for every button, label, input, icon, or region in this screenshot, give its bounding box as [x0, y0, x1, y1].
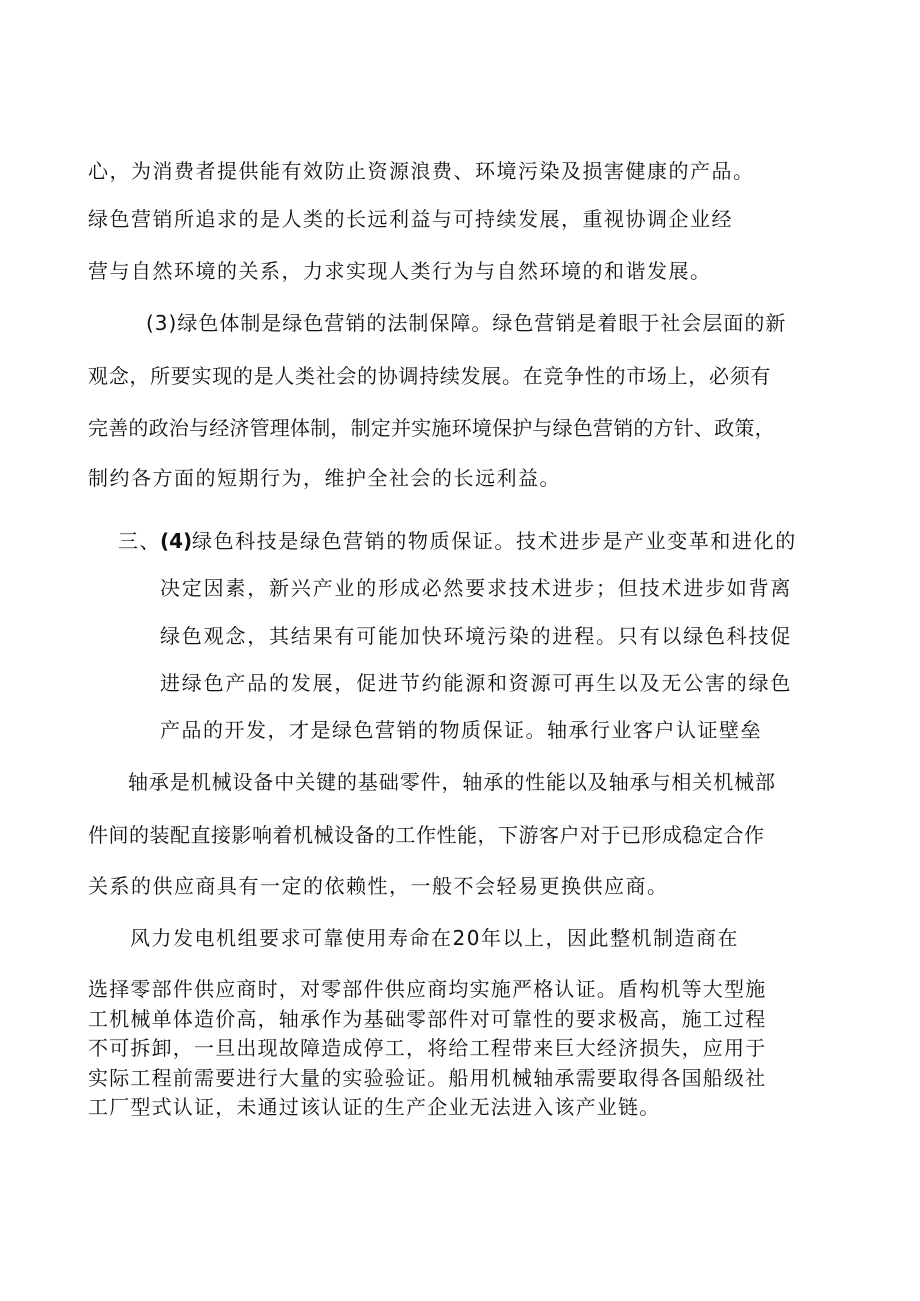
- list-prefix: 三、: [118, 529, 161, 553]
- text-line-4: (3)绿色体制是绿色营销的法制保障。绿色营销是着眼于社会层面的新: [146, 311, 787, 335]
- text-line-14: 件间的装配直接影响着机械设备的工作性能，下游客户对于已形成稳定合作: [88, 823, 765, 847]
- text-line-5: 观念，所要实现的是人类社会的协调持续发展。在竞争性的市场上，必须有: [88, 364, 772, 388]
- text-line-12: 产品的开发，才是绿色营销的物质保证。轴承行业客户认证壁垒: [160, 718, 762, 742]
- text-line-8: 绿色科技是绿色营销的物质保证。技术进步是产业变革和进化的: [192, 529, 797, 553]
- text-line-13: 轴承是机械设备中关键的基础零件，轴承的性能以及轴承与相关机械部: [128, 770, 776, 794]
- text-line-20: 实际工程前需要进行大量的实验验证。船用机械轴承需要取得各国船级社: [88, 1066, 767, 1090]
- text-line-10: 绿色观念，其结果有可能加快环境污染的进程。只有以绿色科技促: [160, 624, 793, 648]
- text-line-17: 选择零部件供应商时，对零部件供应商均实施严格认证。盾构机等大型施: [88, 977, 767, 1001]
- text-line-3: 营与自然环境的关系，力求实现人类行为与自然环境的和谐发展。: [88, 259, 712, 283]
- text-line-7: 制约各方面的短期行为，维护全社会的长远利益。: [88, 466, 561, 490]
- text-line-19: 不可拆卸，一旦出现故障造成停工，将给工程带来巨大经济损失，应用于: [88, 1036, 767, 1060]
- text-line-9: 决定因素，新兴产业的形成必然要求技术进步；但技术进步如背离: [160, 576, 793, 600]
- text-line-1: 心，为消费者提供能有效防止资源浪费、环境污染及损害健康的产品。: [88, 159, 755, 183]
- text-line-15: 关系的供应商具有一定的依赖性，一般不会轻易更换供应商。: [88, 874, 669, 898]
- text-line-6: 完善的政治与经济管理体制，制定并实施环境保护与绿色营销的方针、政策，: [88, 416, 775, 440]
- text-line-16: 风力发电机组要求可靠使用寿命在20年以上，因此整机制造商在: [130, 926, 739, 950]
- text-line-21: 工厂型式认证，未通过该认证的生产企业无法进入该产业链。: [88, 1095, 661, 1119]
- text-line-2: 绿色营销所追求的是人类的长远利益与可持续发展，重视协调企业经: [88, 207, 733, 231]
- list-number: (4): [160, 529, 193, 553]
- text-line-11: 进绿色产品的发展，促进节约能源和资源可再生以及无公害的绿色: [160, 671, 793, 695]
- text-line-18: 工机械单体造价高，轴承作为基础零部件对可靠性的要求极高，施工过程: [88, 1007, 767, 1031]
